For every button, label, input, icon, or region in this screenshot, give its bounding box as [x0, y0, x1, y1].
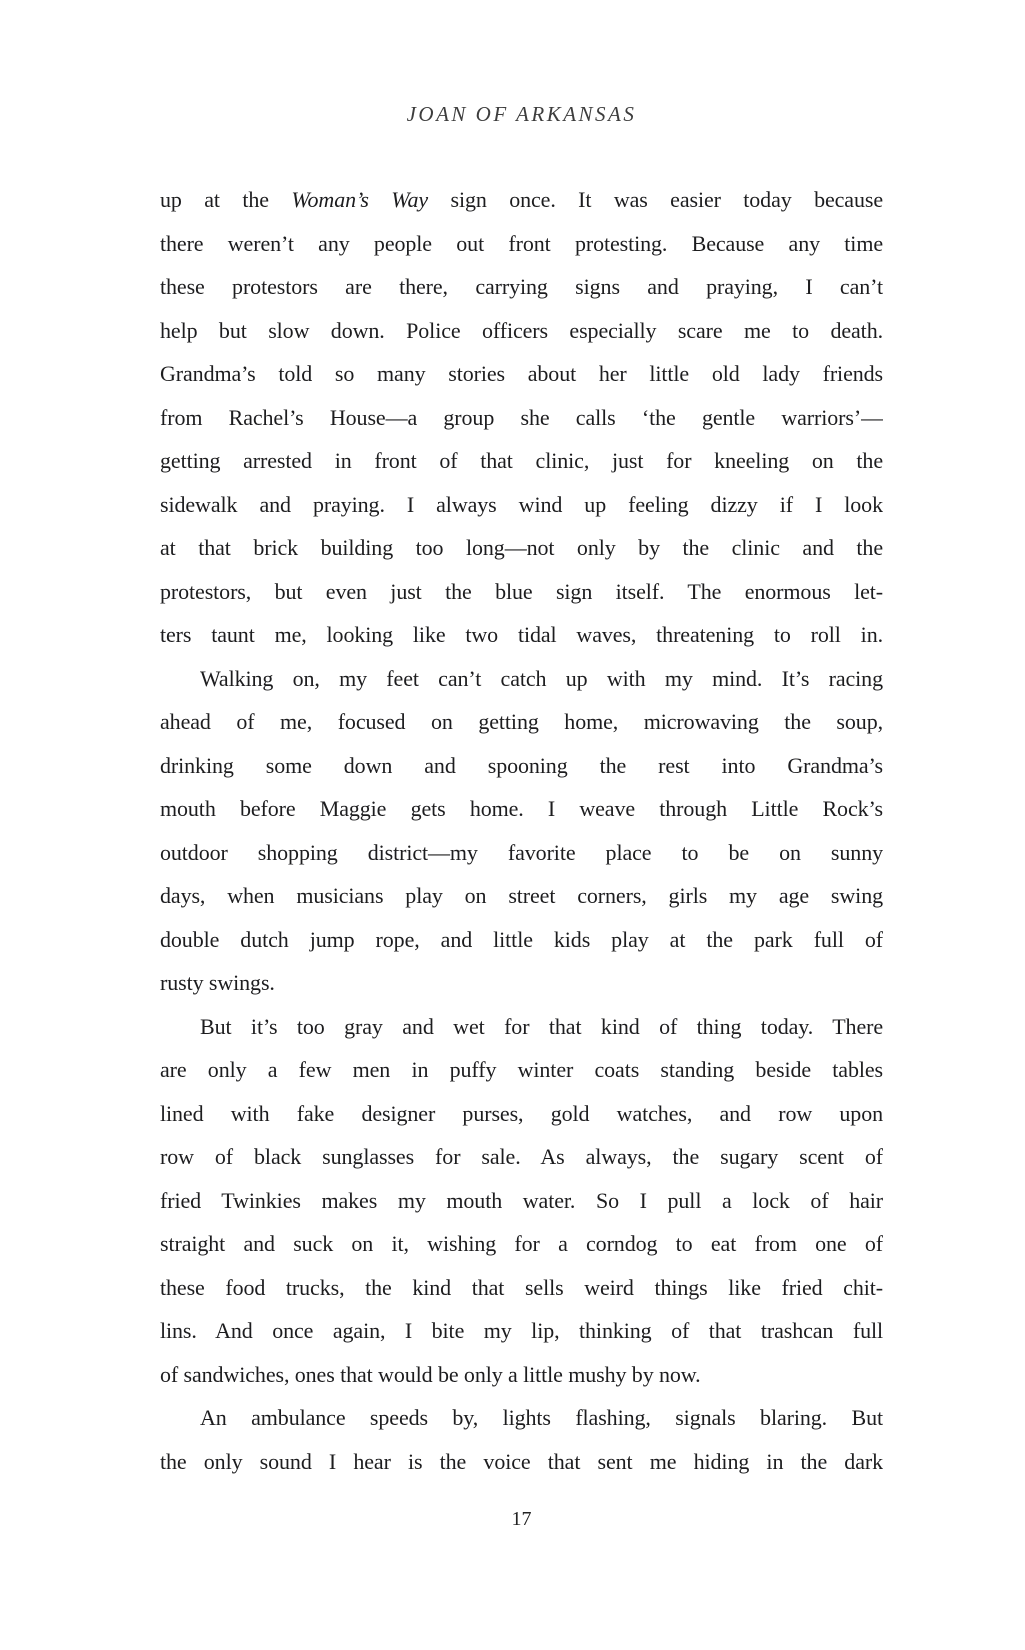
paragraph — [160, 657, 883, 1005]
text-segment: straight and suck on it, wishing for a corndog to eat from one of — [160, 1231, 883, 1256]
text-segment: row of black sunglasses for sale. As always, the sugary scent of — [160, 1144, 883, 1169]
text-line — [160, 526, 883, 570]
text-segment: at that brick building too long—not only by the clinic and the — [160, 535, 883, 560]
text-segment: up at the — [160, 187, 292, 212]
text-line — [160, 744, 883, 788]
text-line — [160, 1353, 883, 1397]
text-line — [160, 787, 883, 831]
paragraph — [160, 1396, 883, 1483]
text-line — [160, 1440, 883, 1484]
text-segment: ahead of me, focused on getting home, microwaving the soup, — [160, 709, 883, 734]
text-line — [160, 439, 883, 483]
text-line — [160, 1222, 883, 1266]
text-segment: ters taunt me, looking like two tidal waves, threatening to roll in. — [160, 622, 883, 647]
text-line — [160, 1135, 883, 1179]
text-line — [160, 613, 883, 657]
text-segment: rusty swings. — [160, 970, 275, 995]
italic-text: Woman’s Way — [291, 187, 429, 212]
text-line — [160, 918, 883, 962]
text-line — [160, 657, 883, 701]
paragraph — [160, 1005, 883, 1397]
text-segment: there weren’t any people out front protesting. Because any time — [160, 230, 883, 256]
text-line — [160, 961, 883, 1005]
text-line — [160, 483, 883, 527]
text-line — [160, 874, 883, 918]
page-number: 17 — [511, 1508, 532, 1530]
text-line — [160, 1005, 883, 1049]
text-segment: Grandma’s told so many stories about her little old lady friends — [160, 361, 883, 386]
text-segment: of sandwiches, ones that would be only a little mushy by now. — [160, 1361, 701, 1387]
text-segment: getting arrested in front of that clinic, just for kneeling on the — [160, 448, 883, 473]
text-line — [160, 570, 883, 614]
body-text — [160, 178, 883, 1483]
text-segment: fried Twinkies makes my mouth water. So I pull a lock of hair — [160, 1187, 883, 1213]
running-header: JOAN OF ARKANSAS — [406, 102, 637, 126]
text-segment: from Rachel’s House—a group she calls ‘the gentle warriors’— — [160, 404, 883, 430]
text-segment: days, when musicians play on street corners, girls my age swing — [160, 883, 883, 908]
text-line — [160, 352, 883, 396]
text-line — [160, 265, 883, 309]
text-line — [160, 700, 883, 744]
text-segment: But it’s too gray and wet for that kind of thing today. There — [200, 1013, 883, 1039]
text-segment: sign once. It was easier today because — [428, 187, 883, 212]
text-line — [160, 222, 883, 266]
text-segment: lined with fake designer purses, gold watches, and row upon — [160, 1100, 883, 1126]
text-segment: Walking on, my feet can’t catch up with my mind. It’s racing — [200, 665, 883, 691]
text-line — [160, 309, 883, 353]
text-segment: these food trucks, the kind that sells weird things like fried chit- — [160, 1274, 883, 1300]
text-segment: protestors, but even just the blue sign itself. The enormous let- — [160, 578, 883, 604]
text-segment: mouth before Maggie gets home. I weave through Little Rock’s — [160, 796, 883, 821]
text-segment: sidewalk and praying. I always wind up feeling dizzy if I look — [160, 491, 883, 517]
text-line — [160, 178, 883, 222]
text-line — [160, 831, 883, 875]
paragraph — [160, 178, 883, 657]
text-segment: outdoor shopping district—my favorite place to be on sunny — [160, 839, 883, 865]
text-segment: help but slow down. Police officers especially scare me to death. — [160, 317, 883, 343]
text-segment: the only sound I hear is the voice that sent me hiding in the dark — [160, 1448, 883, 1474]
text-line — [160, 396, 883, 440]
text-line — [160, 1266, 883, 1310]
text-line — [160, 1309, 883, 1353]
text-line — [160, 1179, 883, 1223]
text-segment: these protestors are there, carrying signs and praying, I can’t — [160, 274, 883, 299]
text-segment: drinking some down and spooning the rest into Grandma’s — [160, 752, 883, 778]
text-line — [160, 1048, 883, 1092]
text-line — [160, 1396, 883, 1440]
text-segment: are only a few men in puffy winter coats standing beside tables — [160, 1057, 883, 1082]
text-segment: An ambulance speeds by, lights flashing, signals blaring. But — [200, 1405, 883, 1430]
text-line — [160, 1092, 883, 1136]
text-segment: lins. And once again, I bite my lip, thinking of that trashcan full — [160, 1318, 883, 1343]
text-segment: double dutch jump rope, and little kids play at the park full of — [160, 926, 883, 952]
